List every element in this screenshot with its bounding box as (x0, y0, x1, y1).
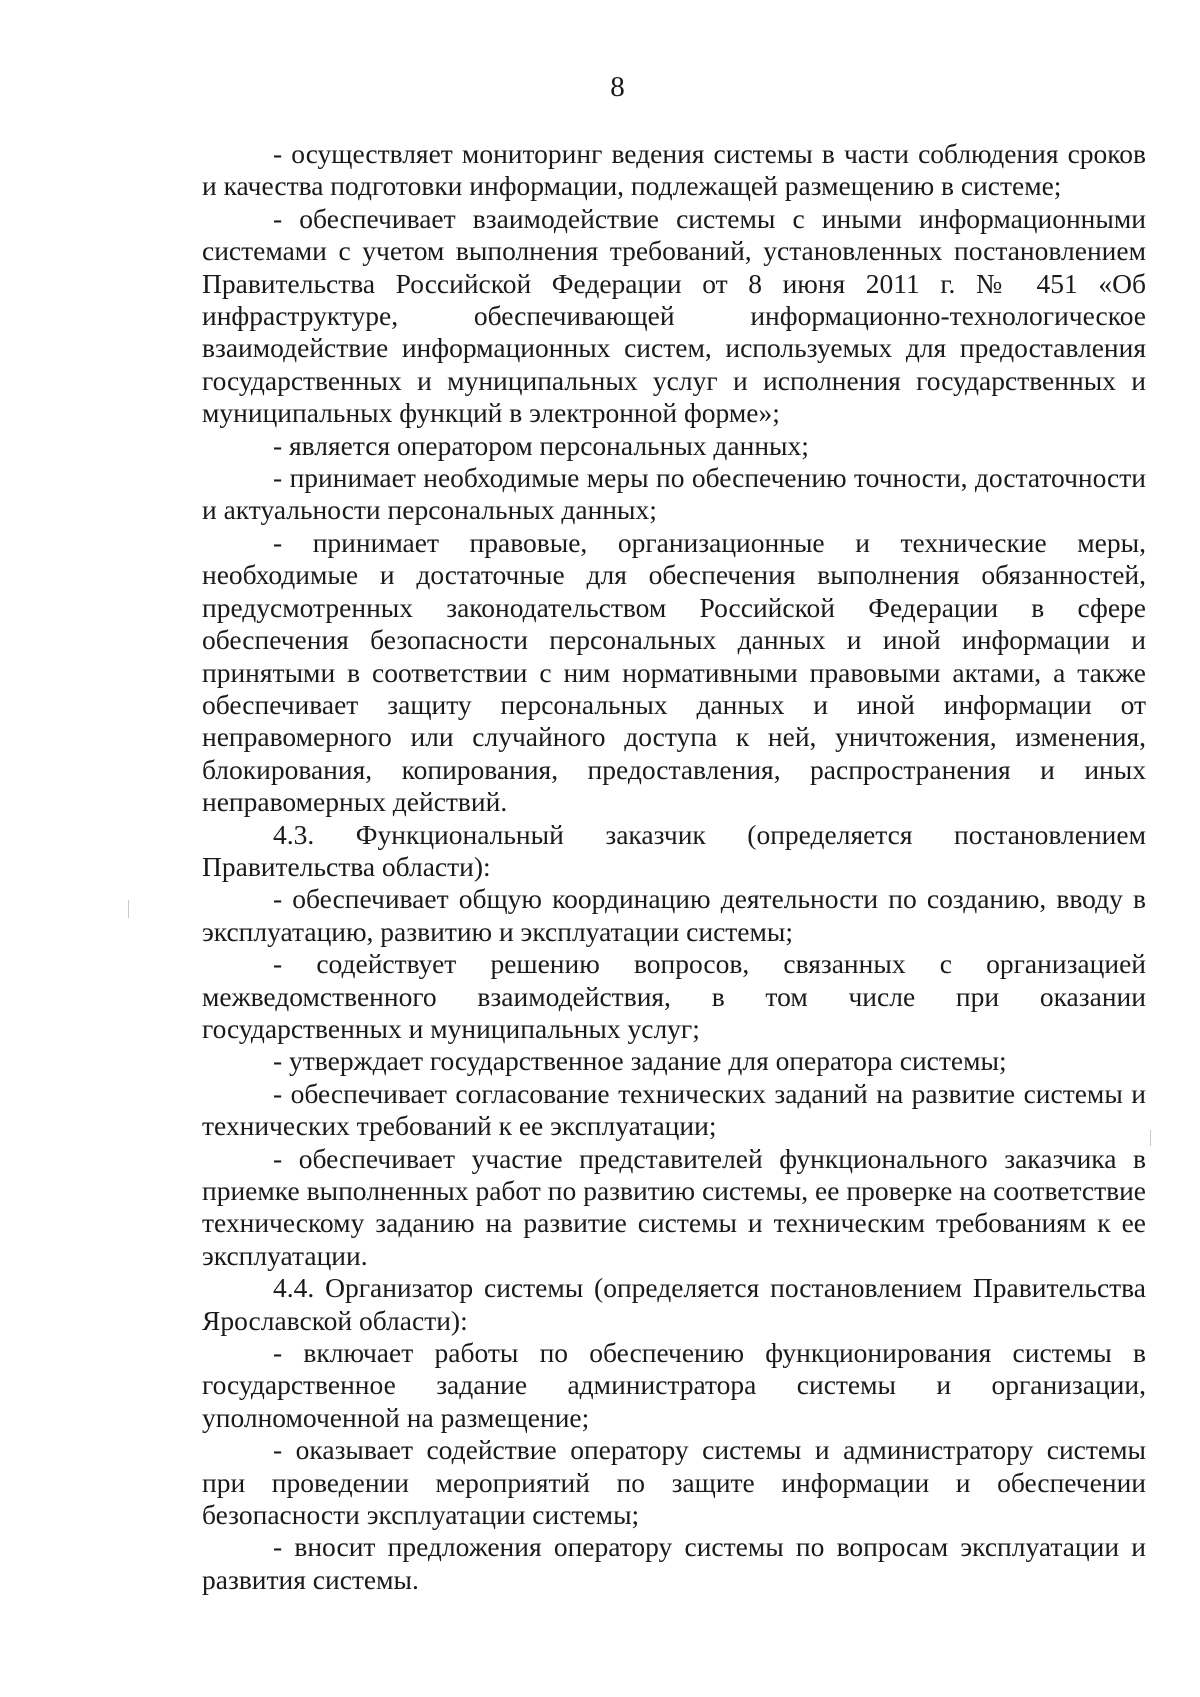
section-heading-4-3: 4.3. Функциональный заказчик (определяется постановлением Правительства области): (202, 818, 1146, 882)
document-body (202, 138, 1146, 1596)
paragraph-interagency: - содействует решению вопросов, связанных с организацией межведомственного взаимодействия, в том числе при оказании государственных и муниципальных услуг; (202, 948, 1146, 1044)
paragraph-interaction: - обеспечивает взаимодействие системы с иными информационными системами с учетом выполнения требований, установленных постановлением Правительства Российской Федерации от 8 июня 2011 г. № 451 «Об инфраструктуре, обеспечивающей информационно-технологическое взаимодействие информационных систем, используемых для предоставления государственных и муниципальных услуг и исполнения государственных и муниципальных функций в электронной форме»; (202, 202, 1146, 429)
paragraph-monitoring: - осуществляет мониторинг ведения системы в части соблюдения сроков и качества подготовки информации, подлежащей размещению в системе; (202, 138, 1146, 202)
paragraph-proposals: - вносит предложения оператору системы по вопросам эксплуатации и развития системы. (202, 1531, 1146, 1595)
page-number: 8 (610, 71, 625, 103)
paragraph-state-task: - утверждает государственное задание для оператора системы; (273, 1045, 1007, 1077)
paragraph-coordination: - обеспечивает общую координацию деятельности по созданию, вводу в эксплуатацию, развитию и эксплуатации системы; (202, 883, 1146, 947)
scan-mark-right (1150, 1130, 1151, 1146)
paragraph-personal-data-operator: - является оператором персональных данных; (273, 429, 809, 461)
paragraph-technical-approval: - обеспечивает согласование технических заданий на развитие системы и технических требований к ее эксплуатации; (202, 1077, 1146, 1142)
section-heading-4-4: 4.4. Организатор системы (определяется постановлением Правительства Ярославской области): (202, 1272, 1146, 1336)
paragraph-functioning-works: - включает работы по обеспечению функционирования системы в государственное задание администратора системы и организации, уполномоченной на размещение; (202, 1337, 1146, 1433)
paragraph-acceptance: - обеспечивает участие представителей функционального заказчика в приемке выполненных работ по развитию системы, ее проверке на соответствие техническому заданию на развитие системы и техническим требованиям к ее эксплуатации. (202, 1142, 1146, 1271)
paragraph-data-accuracy: - принимает необходимые меры по обеспечению точности, достаточности и актуальности персональных данных; (202, 462, 1146, 526)
scan-mark-left (128, 900, 129, 918)
paragraph-protection-assistance: - оказывает содействие оператору системы и администратору системы при проведении мероприятий по защите информации и обеспечении безопасности эксплуатации системы; (202, 1434, 1146, 1531)
paragraph-security-measures: - принимает правовые, организационные и технические меры, необходимые и достаточные для обеспечения выполнения обязанностей, предусмотренных законодательством Российской Федерации в сфере обеспечения безопасности персональных данных и иной информации и принятыми в соответствии с ним нормативными правовыми актами, а также обеспечивает защиту персональных данных и иной информации от неправомерного или случайного доступа к ней, уничтожения, изменения, блокирования, копирования, предоставления, распространения и иных неправомерных действий. (202, 526, 1146, 818)
